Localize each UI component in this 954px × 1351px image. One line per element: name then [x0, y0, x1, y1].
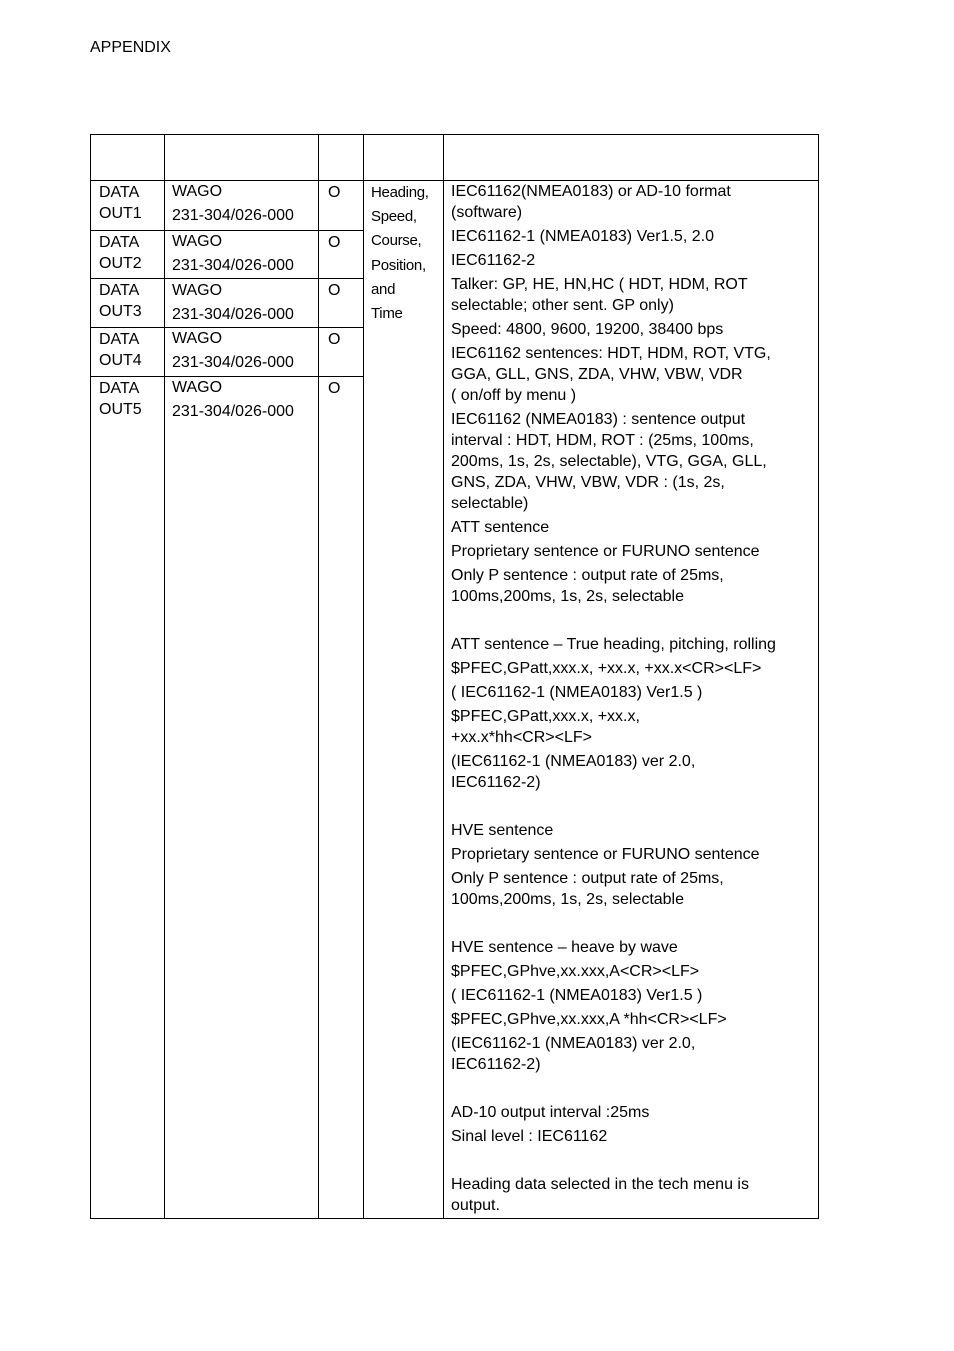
connector-part-number: 231-304/026-000	[172, 354, 294, 371]
connector-brand: WAGO	[172, 233, 223, 250]
remark-paragraph	[451, 319, 815, 340]
remarks-column	[451, 181, 815, 1216]
remark-paragraph	[451, 565, 815, 607]
remark-line: output.	[451, 1197, 500, 1214]
remark-paragraph	[451, 274, 815, 316]
remark-line: IEC61162-2	[451, 252, 536, 269]
remark-paragraph	[451, 985, 815, 1006]
remark-paragraph	[451, 706, 815, 748]
connector-brand: WAGO	[172, 183, 223, 200]
io-direction: O	[328, 282, 341, 299]
remark-line: ( IEC61162-1 (NMEA0183) Ver1.5 )	[451, 987, 703, 1004]
port-name-cell	[99, 378, 165, 420]
remark-paragraph	[451, 1102, 815, 1123]
connector-part-number: 231-304/026-000	[172, 257, 294, 274]
remark-line: Proprietary sentence or FURUNO sentence	[451, 543, 760, 560]
data-output-spec-table	[90, 134, 819, 1219]
port-number: OUT5	[99, 401, 142, 418]
remark-line: IEC61162-2)	[451, 774, 541, 791]
remark-paragraph	[451, 658, 815, 679]
remark-line: ATT sentence – True heading, pitching, rolling	[451, 636, 776, 653]
remark-line: $PFEC,GPatt,xxx.x, +xx.x, +xx.x<CR><LF>	[451, 660, 762, 677]
connector-cell	[172, 376, 322, 424]
remark-paragraph	[451, 343, 815, 406]
signal-line: Time	[371, 305, 403, 323]
remark-line: Proprietary sentence or FURUNO sentence	[451, 846, 760, 863]
port-number: OUT1	[99, 205, 142, 222]
remark-paragraph	[451, 181, 815, 223]
remark-line: Only P sentence : output rate of 25ms,	[451, 567, 724, 584]
connector-cell	[172, 230, 322, 278]
remark-line: (IEC61162-1 (NMEA0183) ver 2.0,	[451, 1035, 696, 1052]
io-direction: O	[328, 380, 341, 397]
signal-line: Heading,	[371, 184, 429, 201]
signal-line: Speed,	[371, 208, 417, 226]
remark-line: ( on/off by menu )	[451, 387, 577, 404]
remark-line: $PFEC,GPhve,xx.xxx,A *hh<CR><LF>	[451, 1011, 727, 1028]
remark-paragraph	[451, 682, 815, 703]
remark-line: 100ms,200ms, 1s, 2s, selectable	[451, 588, 685, 605]
connector-part-number: 231-304/026-000	[172, 306, 294, 323]
remark-line: IEC61162 (NMEA0183) : sentence output	[451, 411, 746, 428]
remark-line: ( IEC61162-1 (NMEA0183) Ver1.5 )	[451, 684, 703, 701]
remark-line: HVE sentence	[451, 822, 554, 839]
remark-paragraph	[451, 868, 815, 910]
connector-brand: WAGO	[172, 282, 223, 299]
port-label: DATA	[99, 380, 140, 397]
signal-description	[371, 181, 446, 326]
page-header: APPENDIX	[90, 39, 171, 56]
signal-line: and	[371, 280, 396, 298]
remark-line: 200ms, 1s, 2s, selectable), VTG, GGA, GLL,	[451, 453, 767, 470]
remark-paragraph	[451, 844, 815, 865]
remark-paragraph	[451, 961, 815, 982]
remark-line: (software)	[451, 204, 523, 221]
port-name-cell	[99, 232, 165, 274]
port-label: DATA	[99, 234, 140, 251]
remark-line: $PFEC,GPatt,xxx.x, +xx.x,	[451, 708, 640, 725]
remark-paragraph	[451, 820, 815, 841]
remark-paragraph	[451, 250, 815, 271]
port-name-cell	[99, 182, 165, 224]
remark-paragraph	[451, 1033, 815, 1075]
port-label: DATA	[99, 184, 140, 201]
remark-line: IEC61162-1 (NMEA0183) Ver1.5, 2.0	[451, 228, 714, 245]
remark-line: 100ms,200ms, 1s, 2s, selectable	[451, 891, 685, 908]
connector-part-number: 231-304/026-000	[172, 403, 294, 420]
port-name-cell	[99, 329, 165, 371]
remark-line: ATT sentence	[451, 519, 550, 536]
connector-cell	[172, 327, 322, 375]
remark-line: Only P sentence : output rate of 25ms,	[451, 870, 724, 887]
connector-cell	[172, 180, 322, 228]
remark-paragraph	[451, 937, 815, 958]
port-number: OUT2	[99, 255, 142, 272]
connector-brand: WAGO	[172, 330, 223, 347]
remark-line: selectable)	[451, 495, 529, 512]
remark-line: $PFEC,GPhve,xx.xxx,A<CR><LF>	[451, 963, 700, 980]
port-number: OUT3	[99, 303, 142, 320]
remark-line: selectable; other sent. GP only)	[451, 297, 674, 314]
port-name-cell	[99, 280, 165, 322]
io-direction: O	[328, 184, 341, 201]
remark-line: IEC61162 sentences: HDT, HDM, ROT, VTG,	[451, 345, 771, 362]
remark-line: IEC61162-2)	[451, 1056, 541, 1073]
remark-line: +xx.x*hh<CR><LF>	[451, 729, 592, 746]
signal-line: Position,	[371, 256, 426, 274]
remark-paragraph	[451, 409, 815, 514]
connector-brand: WAGO	[172, 379, 223, 396]
column-divider	[363, 135, 364, 1218]
remark-line: IEC61162(NMEA0183) or AD-10 format	[451, 183, 731, 200]
remark-paragraph	[451, 1126, 815, 1147]
remark-paragraph	[451, 541, 815, 562]
remark-line: GGA, GLL, GNS, ZDA, VHW, VBW, VDR	[451, 366, 743, 383]
connector-part-number: 231-304/026-000	[172, 207, 294, 224]
connector-cell	[172, 279, 322, 327]
io-direction: O	[328, 331, 341, 348]
remark-line: Speed: 4800, 9600, 19200, 38400 bps	[451, 321, 724, 338]
remark-line: GNS, ZDA, VHW, VBW, VDR : (1s, 2s,	[451, 474, 725, 491]
io-direction: O	[328, 234, 341, 251]
remark-paragraph	[451, 1174, 815, 1216]
remark-line: Talker: GP, HE, HN,HC ( HDT, HDM, ROT	[451, 276, 748, 293]
port-label: DATA	[99, 282, 140, 299]
remark-line: Heading data selected in the tech menu is	[451, 1176, 749, 1193]
remark-line: AD-10 output interval :25ms	[451, 1104, 650, 1121]
remark-paragraph	[451, 751, 815, 793]
remark-paragraph	[451, 226, 815, 247]
remark-line: Sinal level : IEC61162	[451, 1128, 608, 1145]
remark-paragraph	[451, 634, 815, 655]
remark-line: (IEC61162-1 (NMEA0183) ver 2.0,	[451, 753, 696, 770]
remark-line: HVE sentence – heave by wave	[451, 939, 678, 956]
remark-paragraph	[451, 517, 815, 538]
port-number: OUT4	[99, 352, 142, 369]
port-label: DATA	[99, 331, 140, 348]
signal-line: Course,	[371, 232, 422, 250]
remark-line: interval : HDT, HDM, ROT : (25ms, 100ms,	[451, 432, 754, 449]
remark-paragraph	[451, 1009, 815, 1030]
